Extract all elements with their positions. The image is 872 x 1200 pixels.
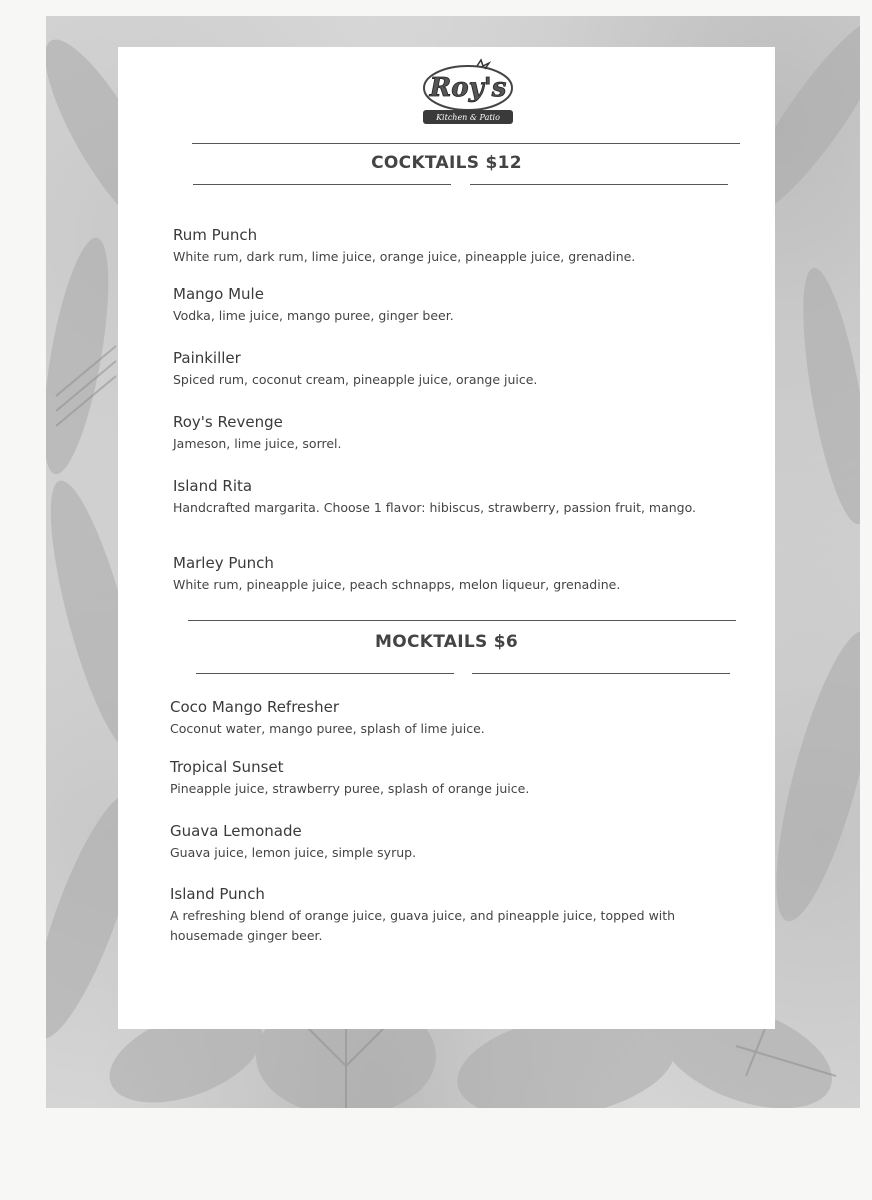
menu-item-island-punch [170, 885, 710, 946]
item-name: Marley Punch [173, 554, 274, 572]
item-description: Jameson, lime juice, sorrel. [173, 436, 342, 451]
svg-text:Roy's: Roy's [429, 73, 507, 103]
divider-line [188, 620, 736, 621]
menu-item-coco-mango-refresher [170, 698, 485, 739]
menu-item-island-rita [173, 477, 696, 518]
item-description: Guava juice, lemon juice, simple syrup. [170, 845, 417, 860]
item-name: Guava Lemonade [170, 822, 302, 840]
divider-line [193, 184, 451, 185]
item-description: Spiced rum, coconut cream, pineapple juice, orange juice. [173, 372, 538, 387]
divider-line [196, 673, 454, 674]
menu-item-tropical-sunset [170, 758, 529, 799]
menu-item-roys-revenge [173, 413, 342, 454]
section-title-mocktails: MOCKTAILS $6 [374, 632, 519, 652]
menu-item-painkiller [173, 349, 537, 390]
menu-item-mango-mule [173, 285, 454, 326]
item-description: Vodka, lime juice, mango puree, ginger beer. [173, 308, 454, 323]
item-description: Coconut water, mango puree, splash of lime juice. [170, 721, 485, 736]
item-name: Tropical Sunset [170, 758, 284, 776]
menu-item-guava-lemonade [170, 822, 416, 863]
item-name: Painkiller [173, 349, 241, 367]
item-description: Pineapple juice, strawberry puree, splash of orange juice. [170, 781, 530, 796]
item-name: Island Rita [173, 477, 253, 495]
item-description: White rum, dark rum, lime juice, orange juice, pineapple juice, grenadine. [173, 249, 636, 264]
divider-line [192, 143, 740, 144]
item-name: Mango Mule [173, 285, 264, 303]
divider-line [470, 184, 728, 185]
svg-text:Kitchen & Patio: Kitchen & Patio [436, 113, 500, 122]
item-name: Coco Mango Refresher [170, 698, 339, 716]
item-description: White rum, pineapple juice, peach schnapps, melon liqueur, grenadine. [173, 577, 621, 592]
menu-card [118, 47, 775, 1029]
menu-item-rum-punch [173, 226, 635, 267]
menu-item-marley-punch [173, 554, 620, 595]
logo-tagline [0, 0, 1, 1]
divider-line [472, 673, 730, 674]
item-description: A refreshing blend of orange juice, guava juice, and pineapple juice, topped with housemade ginger beer. [170, 908, 676, 943]
item-name: Roy's Revenge [173, 413, 283, 431]
roys-logo-icon [417, 58, 519, 130]
item-name: Rum Punch [173, 226, 258, 244]
section-title-cocktails: COCKTAILS $12 [371, 153, 522, 173]
item-description: Handcrafted margarita. Choose 1 flavor: hibiscus, strawberry, passion fruit, mango. [173, 500, 697, 515]
item-name: Island Punch [170, 885, 265, 903]
